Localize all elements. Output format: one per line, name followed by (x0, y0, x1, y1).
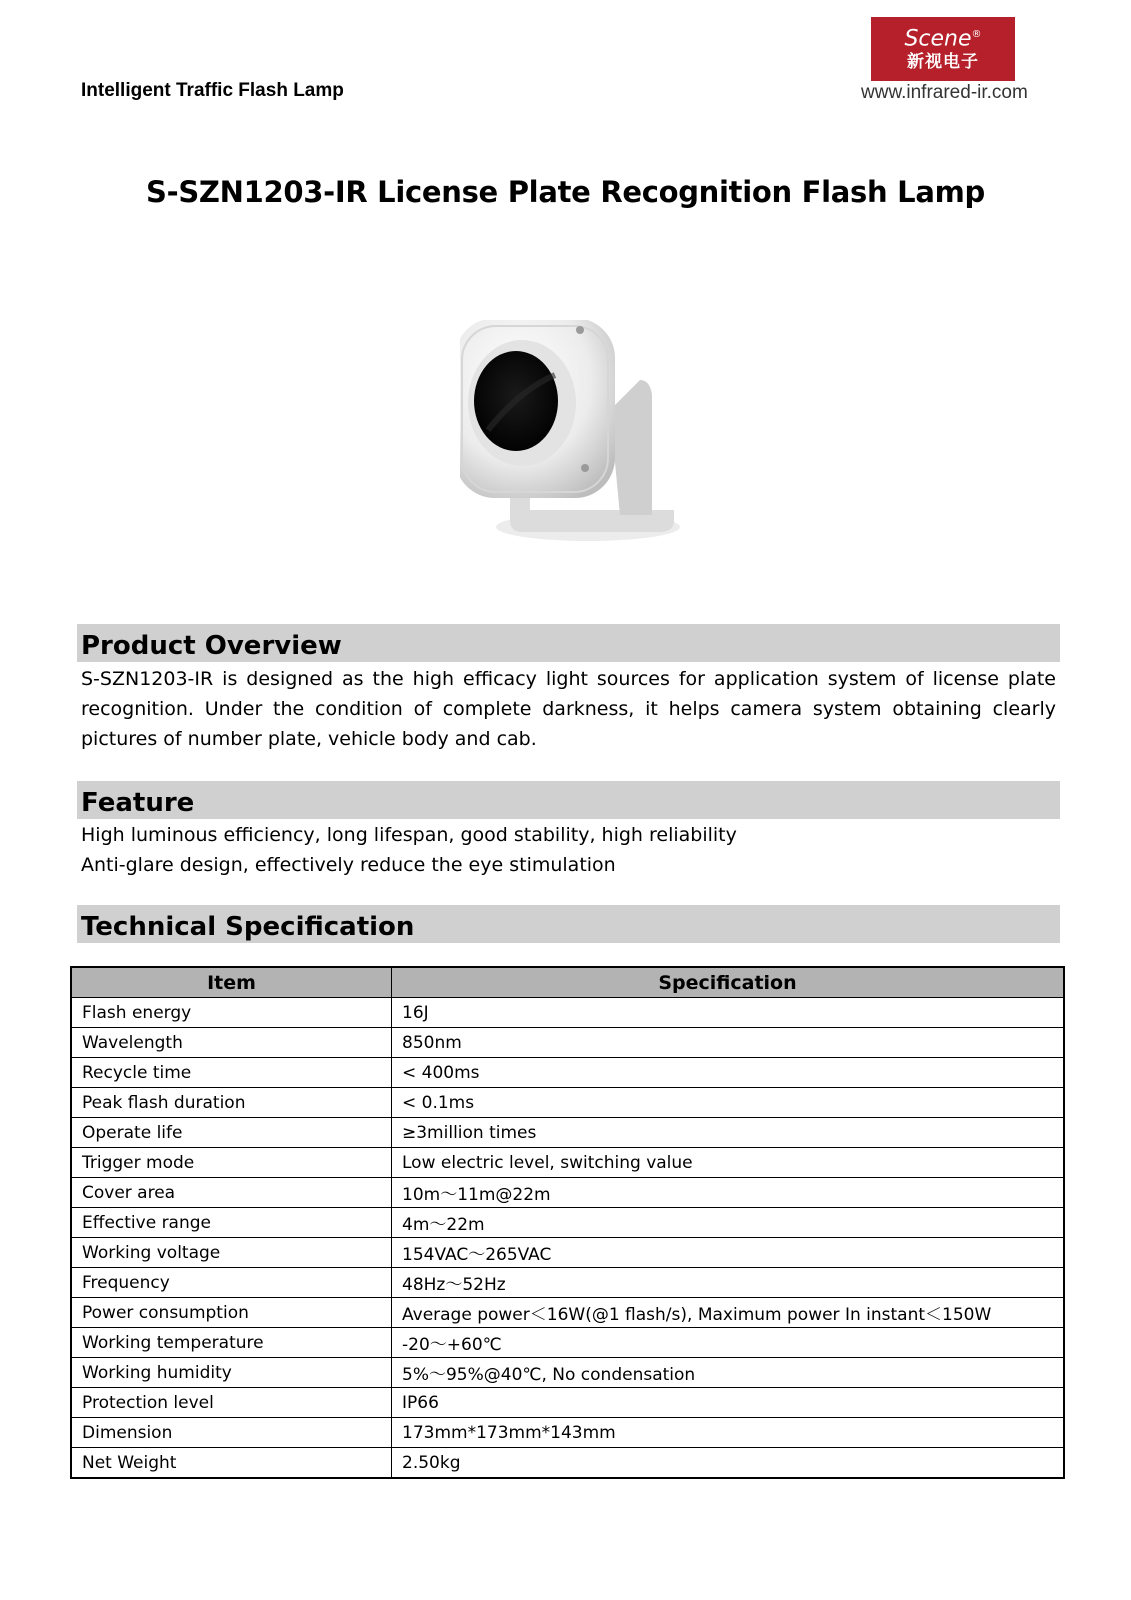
table-row (71, 1448, 1064, 1479)
spec-item: Cover area (71, 1178, 392, 1208)
table-row (71, 1028, 1064, 1058)
section-heading-feature (77, 781, 1060, 819)
spec-value: 48Hz～52Hz (392, 1268, 1065, 1298)
spec-value: 2.50kg (392, 1448, 1065, 1479)
spec-item: Working voltage (71, 1238, 392, 1268)
spec-item: Peak flash duration (71, 1088, 392, 1118)
spec-value: 16J (392, 998, 1065, 1028)
spec-value: < 0.1ms (392, 1088, 1065, 1118)
header-title: Intelligent Traffic Flash Lamp (81, 80, 344, 101)
spec-value: 4m～22m (392, 1208, 1065, 1238)
feature-heading: Feature (81, 788, 195, 818)
spec-value: 850nm (392, 1028, 1065, 1058)
spec-heading: Technical Specification (81, 912, 415, 942)
registered-mark: ® (971, 29, 982, 40)
overview-heading: Product Overview (81, 631, 342, 661)
spec-value: 10m～11m@22m (392, 1178, 1065, 1208)
spec-value: Low electric level, switching value (392, 1148, 1065, 1178)
spec-item: Dimension (71, 1418, 392, 1448)
spec-item: Working temperature (71, 1328, 392, 1358)
logo-wordmark: Scene (904, 26, 972, 52)
spec-value: IP66 (392, 1388, 1065, 1418)
flash-lamp-product-image (460, 320, 710, 560)
table-row (71, 1298, 1064, 1328)
spec-item: Operate life (71, 1118, 392, 1148)
spec-col-item: Item (71, 967, 392, 998)
table-row (71, 1388, 1064, 1418)
spec-item: Trigger mode (71, 1148, 392, 1178)
table-row (71, 1208, 1064, 1238)
spec-value: ≥3million times (392, 1118, 1065, 1148)
spec-value: -20～+60℃ (392, 1328, 1065, 1358)
table-row (71, 1268, 1064, 1298)
table-row (71, 1178, 1064, 1208)
spec-value: 154VAC～265VAC (392, 1238, 1065, 1268)
spec-item: Power consumption (71, 1298, 392, 1328)
spec-value: 173mm*173mm*143mm (392, 1418, 1065, 1448)
table-row (71, 1328, 1064, 1358)
table-row (71, 1238, 1064, 1268)
spec-item: Wavelength (71, 1028, 392, 1058)
spec-item: Working humidity (71, 1358, 392, 1388)
feature-line: High luminous efficiency, long lifespan, good stability, high reliability (81, 824, 737, 846)
spec-value: Average power＜16W(@1 flash/s), Maximum power In instant＜150W (392, 1298, 1065, 1328)
spec-value: < 400ms (392, 1058, 1065, 1088)
section-heading-overview (77, 624, 1060, 662)
spec-item: Protection level (71, 1388, 392, 1418)
spec-item: Frequency (71, 1268, 392, 1298)
table-row (71, 1358, 1064, 1388)
brand-logo (871, 17, 1015, 81)
feature-line: Anti-glare design, effectively reduce the eye stimulation (81, 854, 616, 876)
table-row (71, 1088, 1064, 1118)
table-row (71, 998, 1064, 1028)
spec-col-specification: Specification (392, 967, 1065, 998)
spec-item: Net Weight (71, 1448, 392, 1479)
spec-value: 5%～95%@40℃, No condensation (392, 1358, 1065, 1388)
logo-chinese-name: 新视电子 (907, 52, 979, 73)
table-row (71, 1118, 1064, 1148)
section-heading-spec (77, 905, 1060, 943)
spec-item: Flash energy (71, 998, 392, 1028)
website-url: www.infrared-ir.com (861, 82, 1028, 103)
overview-paragraph: S-SZN1203-IR is designed as the high efficacy light sources for application system of license plate recognition. Under the condition of complete darkness, it helps camera system obtaining clearly pictures of number plate, vehicle body and cab. (81, 668, 1056, 750)
spec-table (70, 966, 1065, 1479)
table-row (71, 1418, 1064, 1448)
table-row (71, 1148, 1064, 1178)
feature-list (81, 820, 1056, 880)
spec-item: Recycle time (71, 1058, 392, 1088)
table-row (71, 1058, 1064, 1088)
spec-item: Effective range (71, 1208, 392, 1238)
page-title: S-SZN1203-IR License Plate Recognition Flash Lamp (146, 175, 985, 209)
